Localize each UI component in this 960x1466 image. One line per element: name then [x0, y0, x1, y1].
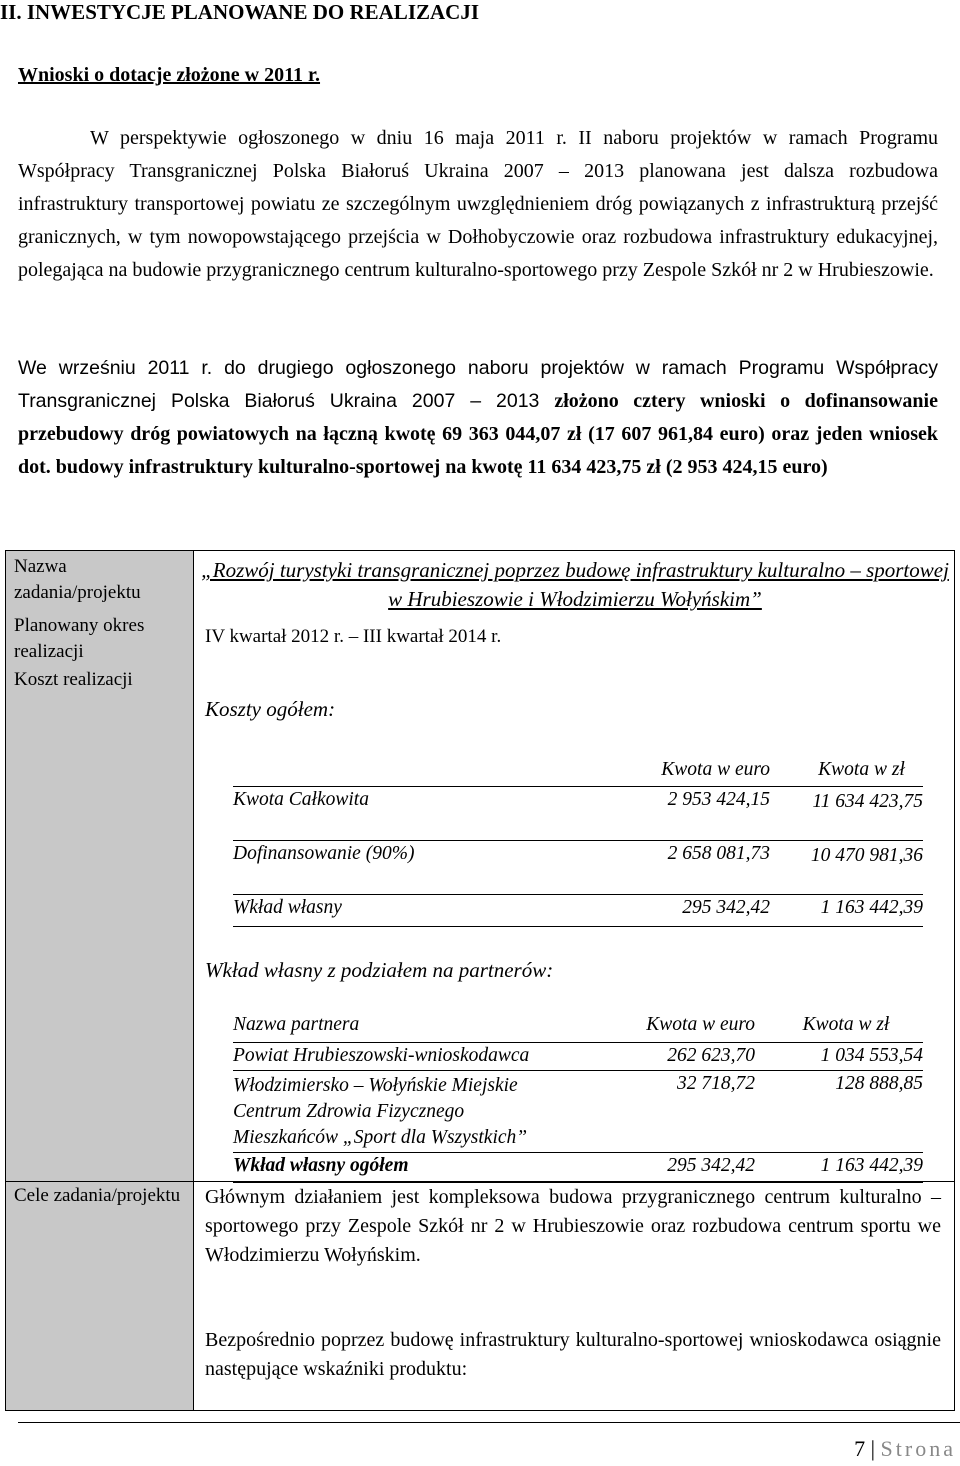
costs-cell-eur: 295 342,42 [598, 894, 800, 926]
partner-name: Włodzimiersko – Wołyńskie Miejskie Centrum Zdrowia Fizycznego Mieszkańców „Sport dla Wszystkich” [233, 1070, 585, 1152]
period-value: IV kwartał 2012 r. – III kwartał 2014 r. [205, 626, 502, 647]
partner-eur: 32 718,72 [585, 1070, 769, 1152]
partners-total-eur: 295 342,42 [585, 1152, 769, 1182]
costs-cell-eur: 2 953 424,15 [598, 786, 800, 840]
paragraph-intro [18, 122, 938, 287]
label-cost: Koszt realizacji [14, 669, 133, 690]
partners-heading: Wkład własny z podziałem na partnerów: [205, 958, 554, 982]
subsection-title: Wnioski o dotacje złożone w 2011 r. [18, 64, 321, 86]
costs-cell-label: Dofinansowanie (90%) [233, 840, 598, 894]
partner-eur: 262 623,70 [585, 1042, 769, 1070]
table-row [233, 1070, 923, 1152]
costs-cell-pln: 1 163 442,39 [800, 894, 923, 926]
footer-separator: | [870, 1436, 876, 1461]
label-task-name: Nazwa zadania/projektu [14, 556, 141, 603]
paragraph-applications [18, 352, 938, 484]
partners-total-label: Wkład własny ogółem [233, 1152, 585, 1182]
costs-table [233, 754, 923, 927]
table-row [233, 1152, 923, 1182]
paragraph-applications-bold: złożono cztery wnioski o dofinansowanie przebudowy dróg powiatowych na łączną kwotę 69 363 044,07 zł (17 607 961,84 euro) oraz jeden wniosek dot. budowy infrastruktury kulturalno-sportowej na kwotę 11 634 423,75 zł (2 953 424,15 euro) [18, 390, 938, 478]
partners-table [233, 1014, 923, 1183]
page-number: 7 [854, 1436, 866, 1461]
paragraph-intro-text: W perspektywie ogłoszonego w dniu 16 maja 2011 r. II naboru projektów w ramach Programu Współpracy Transgranicznej Polska Białoruś Ukraina 2007 – 2013 planowana jest dalsza rozbudowa infrastruktury transportowej powiatu ze szczególnym uwzględnieniem dróg powiązanych z infrastrukturą przejść granicznych, w tym nowopowstającego przejścia w Dołhobyczowie oraz rozbudowa infrastruktury edukacyjnej, polegająca na budowie przygranicznego centrum kulturalno-sportowego przy Zespole Szkół nr 2 w Hrubieszowie. [18, 127, 938, 281]
page-footer [854, 1436, 956, 1462]
partner-name: Powiat Hrubieszowski-wnioskodawca [233, 1042, 585, 1070]
label-period: Planowany okres realizacji [14, 615, 145, 662]
partner-pln: 128 888,85 [769, 1070, 923, 1152]
costs-cell-eur: 2 658 081,73 [598, 840, 800, 894]
table-row [233, 754, 923, 786]
section-title: II. INWESTYCJE PLANOWANE DO REALIZACJI [0, 0, 480, 24]
page-label: Strona [880, 1436, 956, 1461]
partner-pln: 1 034 553,54 [769, 1042, 923, 1070]
costs-heading: Koszty ogółem: [205, 697, 336, 721]
table-row [233, 840, 923, 894]
table-row [233, 894, 923, 926]
costs-cell-pln: 10 470 981,36 [800, 840, 923, 894]
costs-header-empty [233, 754, 598, 786]
products-text: Bezpośrednio poprzez budowę infrastruktury kulturalno-sportowej wnioskodawca osiągnie następujące wskaźniki produktu: [205, 1329, 941, 1380]
costs-cell-pln: 11 634 423,75 [800, 786, 923, 840]
table-row [233, 1014, 923, 1042]
partners-header-name: Nazwa partnera [233, 1014, 585, 1042]
table-row [233, 1042, 923, 1070]
task-title: „Rozwój turystyki transgranicznej poprzez budowę infrastruktury kulturalno – sportowej w Hrubieszowie i Włodzimierzu Wołyńskim” [201, 558, 949, 611]
partners-total-pln: 1 163 442,39 [769, 1152, 923, 1182]
label-goals: Cele zadania/projektu [14, 1185, 181, 1206]
costs-header-eur: Kwota w euro [598, 754, 800, 786]
partners-header-pln: Kwota w zł [769, 1014, 923, 1042]
costs-cell-label: Wkład własny [233, 894, 598, 926]
footer-divider [18, 1422, 960, 1423]
costs-header-pln: Kwota w zł [800, 754, 923, 786]
costs-cell-label: Kwota Całkowita [233, 786, 598, 840]
table-row [233, 786, 923, 840]
paragraph-applications-lead: We wrześniu 2011 r. do drugiego ogłoszonego naboru projektów w ramach Programu Współpracy Transgranicznej Polska Białoruś Ukraina 2007 – 2013 [18, 357, 938, 412]
partners-header-eur: Kwota w euro [585, 1014, 769, 1042]
goals-text: Głównym działaniem jest kompleksowa budowa przygranicznego centrum kulturalno – sportowego przy Zespole Szkół nr 2 w Hrubieszowie oraz rozbudowa centrum sportu we Włodzimierzu Wołyńskim. [205, 1186, 941, 1266]
